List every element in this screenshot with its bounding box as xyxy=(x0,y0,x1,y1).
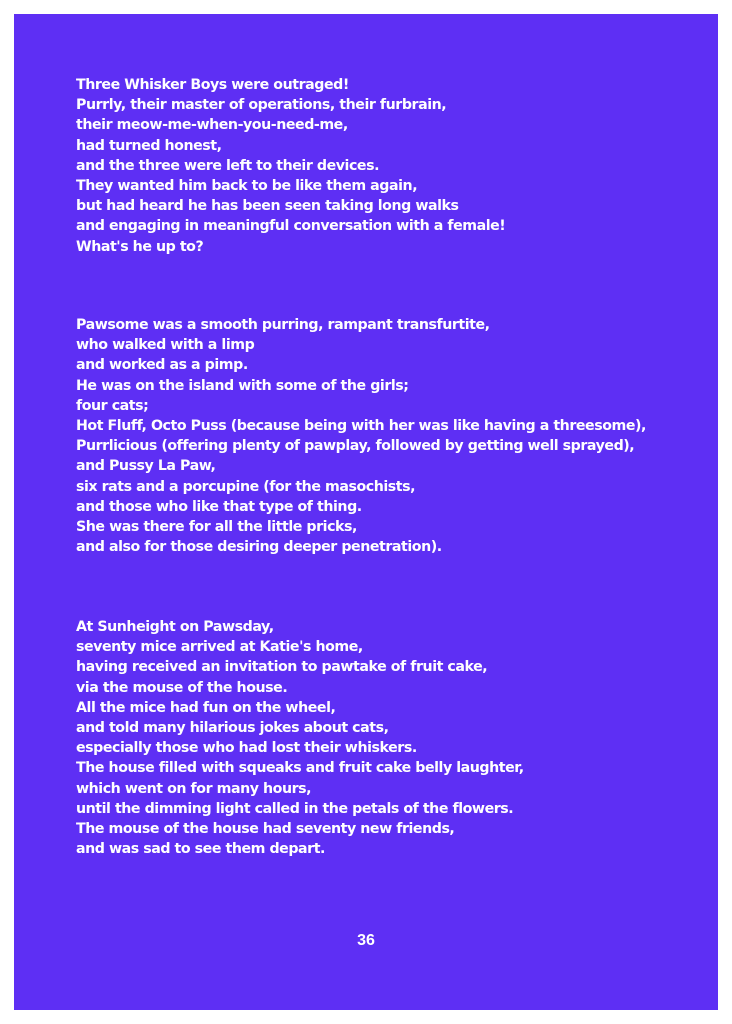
stanza-line: having received an invitation to pawtake of fruit cake, xyxy=(76,659,488,676)
stanza-line: but had heard he has been seen taking long walks xyxy=(76,198,459,215)
stanza-line: four cats; xyxy=(76,397,149,414)
stanza-line: Three Whisker Boys were outraged! xyxy=(76,77,349,93)
stanza-line: Pawsome was a smooth purring, rampant transfurtite, xyxy=(76,317,490,333)
stanza-line: and told many hilarious jokes about cats, xyxy=(76,720,389,737)
stanza-line: had turned honest, xyxy=(76,137,222,154)
stanza-2 xyxy=(76,315,646,557)
stanza-line: Hot Fluff, Octo Puss (because being with her was like having a threesome), xyxy=(76,418,646,435)
stanza-line: Purrlicious (offering plenty of pawplay, followed by getting well sprayed), xyxy=(76,438,635,455)
stanza-line: their meow-me-when-you-need-me, xyxy=(76,117,348,134)
stanza-line: and was sad to see them depart. xyxy=(76,841,325,858)
stanza-line: six rats and a porcupine (for the masochists, xyxy=(76,478,416,495)
stanza-1 xyxy=(76,75,505,257)
page xyxy=(14,14,718,1010)
stanza-line: The house filled with squeaks and fruit cake belly laughter, xyxy=(76,760,524,777)
stanza-line: They wanted him back to be like them again, xyxy=(76,178,418,195)
page-number: 36 xyxy=(357,932,375,949)
stanza-line: and Pussy La Paw, xyxy=(76,458,216,475)
stanza-line: What's he up to? xyxy=(76,238,204,255)
stanza-3 xyxy=(76,617,524,859)
stanza-line: She was there for all the little pricks, xyxy=(76,519,357,536)
stanza-line: and the three were left to their devices. xyxy=(76,157,380,174)
stanza-line: Purrly, their master of operations, their furbrain, xyxy=(76,97,447,114)
stanza-line: which went on for many hours, xyxy=(76,780,312,797)
stanza-line: and those who like that type of thing. xyxy=(76,498,362,515)
stanza-line: and engaging in meaningful conversation with a female! xyxy=(76,218,506,235)
stanza-line: All the mice had fun on the wheel, xyxy=(76,699,336,716)
stanza-line: seventy mice arrived at Katie's home, xyxy=(76,639,363,656)
stanza-line: via the mouse of the house. xyxy=(76,679,288,696)
stanza-line: The mouse of the house had seventy new friends, xyxy=(76,821,455,838)
stanza-line: At Sunheight on Pawsday, xyxy=(76,619,274,635)
stanza-line: who walked with a limp xyxy=(76,337,255,354)
stanza-line: until the dimming light called in the petals of the flowers. xyxy=(76,800,514,817)
stanza-line: especially those who had lost their whiskers. xyxy=(76,740,417,757)
stanza-line: He was on the island with some of the girls; xyxy=(76,377,409,394)
stanza-line: and also for those desiring deeper penetration). xyxy=(76,539,442,556)
stanza-line: and worked as a pimp. xyxy=(76,357,248,374)
